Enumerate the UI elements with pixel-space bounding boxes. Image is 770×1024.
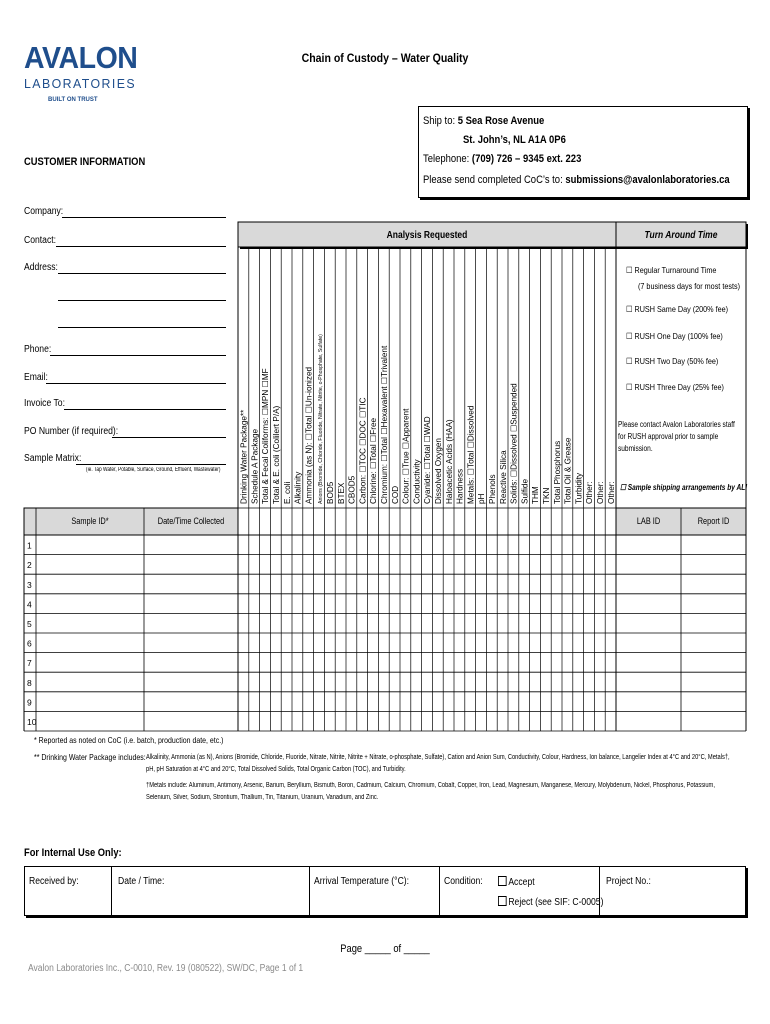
tat-option[interactable]: ☐ Regular Turnaround Time [626,265,717,275]
logo-tagline: BUILT ON TRUST [48,97,98,103]
logo-wordmark: AVALON [24,40,138,75]
analysis-label: E. coli [282,481,292,504]
report-id-header: Report ID [697,516,730,527]
analysis-label: Total & Fecal Coliforms: ☐MPN ☐MF [261,368,271,504]
analysis-label: Metals: ☐Total ☐Dissolved [466,405,476,504]
reject-checkbox[interactable] [498,896,507,906]
analysis-label: Total & E. coli (Colilert P/A) [272,405,281,504]
footnote-dw-text-1: Alkalinity, Ammonia (as N), Anions (Bromide, Chloride, Fluoride, Nitrate, Nitrite, Nitrite + Nitrate, o-phosphate, Sulfate), Cation and Anion Sum, Conductivity, Colour, Hardness, Ion balance, Langelier Index at 4°C and 20°C, Metals†, [146,754,730,761]
date-collected-header: Date/Time Collected [157,516,225,527]
footnote-dw-label: ** Drinking Water Package includes: [34,752,146,762]
row-number: 2 [27,560,32,571]
email-label: Email: [24,372,48,383]
analysis-label: Anions (Bromide, Chloride, Fluoride, Nitrate, Nitrite, o-Phosphate, Sulfate) [318,334,325,504]
contact-label: Contact: [24,235,57,246]
condition-label: Condition: [444,876,483,887]
reject-label: Reject (see SIF: C-0005) [508,897,604,908]
row-number: 10 [27,717,37,727]
submission-label: Please send completed CoC’s to: [423,174,563,186]
footnote-dw-package [34,752,146,762]
address-label: Address: [24,262,58,273]
submission-email[interactable]: submissions@avalonlaboratories.ca [565,174,730,186]
tat-option[interactable]: ☐ RUSH Three Day (25% fee) [626,382,724,392]
tat-header-text: Turn Around Time [644,229,718,241]
analysis-label: Chlorine: ☐Total ☐Free [369,417,379,504]
analysis-header-text: Analysis Requested [386,229,468,241]
arrival-temp-label: Arrival Temperature (°C): [314,876,410,887]
analysis-label: Conductivity [412,459,422,504]
row-number: 7 [27,658,32,669]
analysis-label: Schedule A Package [250,428,260,504]
analysis-label: COD [390,485,400,504]
analysis-label: Total Oil & Grease [563,437,573,504]
analysis-label: Turbidity [574,472,584,504]
analysis-label: Alkalinity [293,471,303,504]
tat-option[interactable]: ☐ RUSH Same Day (200% fee) [626,304,729,314]
analysis-label: THM [531,486,541,504]
analysis-label: Ammonia (as N): ☐Total ☐Un-ionized [304,366,314,504]
received-by-label: Received by: [29,876,79,887]
reject-option[interactable] [498,896,603,908]
project-no-cell[interactable] [600,867,746,917]
footnote-dw-text-2: pH, pH Saturation at 4°C and 20°C, Total Dissolved Solids, Total Organic Carbon (TOC), and Turbidity. [146,766,406,773]
analysis-label: Sulfide [520,478,530,504]
footnote-metals-2: Selenium, Silver, Sodium, Strontium, Thallium, Tin, Titanium, Uranium, Vanadium, and Zinc. [146,794,379,801]
ship-to-label: Ship to: [423,115,456,127]
analysis-label: Hardness [455,468,465,504]
tat-option[interactable]: ☐ RUSH One Day (100% fee) [626,331,723,341]
analysis-label: BTEX [336,482,346,504]
rush-approval-note: Please contact Avalon Laboratories staff for RUSH approval prior to sample submission. [618,420,735,453]
analysis-label: Cyanide: ☐Total ☐WAD [423,416,433,504]
analysis-label: Colour: ☐True ☐Apparent [401,408,411,504]
row-number: 8 [27,677,32,688]
row-number: 6 [27,638,32,649]
internal-use-box [24,866,746,916]
customer-info-heading: CUSTOMER INFORMATION [24,156,146,168]
document-footer: Avalon Laboratories Inc., C-0010, Rev. 19 (080522), SW/DC, Page 1 of 1 [28,963,304,974]
ship-address-1: 5 Sea Rose Avenue [457,115,545,127]
analysis-label: pH [477,493,487,504]
footnote-reported: * Reported as noted on CoC (i.e. batch, production date, etc.) [34,735,224,745]
analysis-label: Solids: ☐Dissolved ☐Suspended [509,383,519,504]
document-title: Chain of Custody – Water Quality [301,51,469,65]
accept-checkbox[interactable] [498,876,507,886]
internal-use-heading: For Internal Use Only: [24,847,122,859]
analysis-label: Other: [596,481,605,504]
row-number: 5 [27,619,32,629]
row-number: 4 [27,599,32,610]
analysis-label: Reactive Silica [498,450,508,504]
analysis-label: Phenols [488,474,497,504]
invoice-label: Invoice To: [24,398,65,409]
phone-label: Phone: [24,344,52,355]
datetime-label: Date / Time: [118,876,165,887]
analysis-label: Carbon: ☐TOC ☐DOC ☐TIC [358,397,368,504]
analysis-label: CBOD5 [347,475,357,504]
telephone-label: Telephone: [423,153,470,165]
analysis-label: Drinking Water Package** [239,409,249,504]
received-by-cell[interactable] [25,867,112,917]
shipping-arrangements-option[interactable]: ☐ Sample shipping arrangements by ALI [620,483,748,492]
analysis-label: Chromium: ☐Total ☐Hexavalent ☐Trivalent [380,345,389,504]
logo-subtitle: LABORATORIES [24,76,137,91]
footnote-metals-1: †Metals include: Aluminum, Antimony, Arsenic, Barium, Beryllium, Bismuth, Boron, Cadmium, Calcium, Chromium, Cobalt, Copper, Iron, Lead, Magnesium, Manganese, Mercury, Molybdenum, Nickel, Phosphorus, Potassium, [146,782,715,789]
row-number: 3 [27,579,32,590]
company-label: Company: [24,206,64,217]
sample-id-header: Sample ID* [71,516,109,527]
project-no-label: Project No.: [606,876,651,887]
analysis-label: Dissolved Oxygen [434,438,443,504]
row-number: 9 [27,697,32,708]
ship-address-2: St. John’s, NL A1A 0P6 [463,134,566,146]
tat-option-note: (7 business days for most tests) [638,281,740,291]
row-number: 1 [27,540,32,551]
analysis-label: Other: [585,481,595,504]
page-number-line: Page _____ of _____ [340,943,430,955]
analysis-label: Total Phosphorus [552,440,562,504]
lab-id-header: LAB ID [636,516,661,527]
analysis-label: Other: [606,481,616,504]
condition-cell [440,867,604,917]
accept-label: Accept [508,877,535,888]
analysis-label: Haloacetic Acids (HAA) [444,419,454,504]
analysis-label: BOD5 [326,481,335,504]
matrix-note: (ie. Tap Water, Potable, Surface, Ground, Effluent, Wastewater) [86,467,221,473]
matrix-label: Sample Matrix: [24,453,82,464]
arrival-temp-cell[interactable] [310,867,440,917]
datetime-cell[interactable] [112,867,310,917]
tat-option[interactable]: ☐ RUSH Two Day (50% fee) [626,356,719,366]
telephone-number: (709) 726 – 9345 ext. 223 [471,153,582,165]
analysis-label: TKN [542,487,551,504]
po-label: PO Number (if required): [24,426,119,437]
accept-option[interactable] [498,876,535,888]
